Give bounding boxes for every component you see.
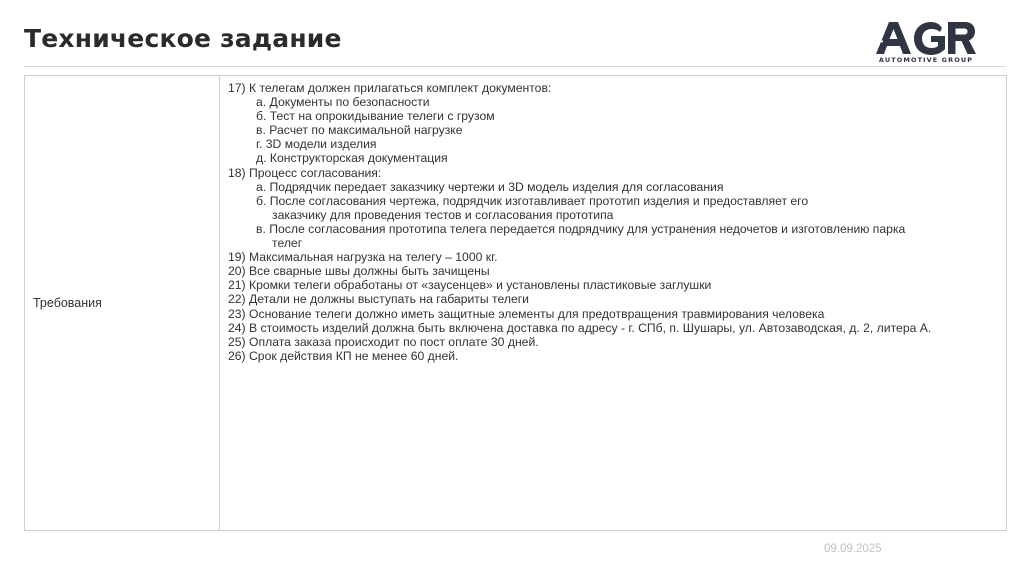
req-24: 24) В стоимость изделий должна быть включена доставка по адресу - г. СПб, п. Шушары, ул. Автозаводская, д. 2, литера А. (228, 320, 932, 335)
page-title: Техническое задание (24, 24, 342, 53)
requirements-label-cell (25, 76, 220, 530)
req-17-b: б. Тест на опрокидывание телеги с грузом (256, 109, 495, 124)
agr-logo (874, 18, 978, 66)
req-25: 25) Оплата заказа происходит по пост оплате 30 дней. (228, 334, 539, 349)
req-18-a: а. Подрядчик передает заказчику чертежи и 3D модель изделия для согласования (256, 179, 724, 194)
requirements-content-cell (220, 76, 1006, 530)
header-divider (24, 66, 1006, 67)
requirements-label: Требования (33, 296, 102, 310)
req-20: 20) Все сварные швы должны быть зачищены (228, 264, 490, 279)
req-26: 26) Срок действия КП не менее 60 дней. (228, 348, 459, 363)
req-18-b-continued: заказчику для проведения тестов и согласования прототипа (272, 207, 614, 222)
req-17-c: в. Расчет по максимальной нагрузке (256, 123, 463, 138)
req-17-a: а. Документы по безопасности (256, 95, 430, 110)
requirements-table (24, 75, 1007, 531)
logo-subtitle: AUTOMOTIVE GROUP (878, 56, 974, 64)
req-22: 22) Детали не должны выступать на габариты телеги (228, 292, 529, 307)
req-17-e: д. Конструкторская документация (256, 151, 448, 166)
req-18-b: б. После согласования чертежа, подрядчик изготавливает прототип изделия и предоставляет его (256, 193, 809, 208)
req-17-d: г. 3D модели изделия (256, 137, 377, 152)
req-18: 18) Процесс согласования: (228, 165, 382, 180)
agr-logo-mark (874, 18, 978, 56)
req-17: 17) К телегам должен прилагаться комплект документов: (228, 81, 552, 95)
req-18-c: в. После согласования прототипа телега передается подрядчику для устранения недочетов и изготовлению парка (256, 221, 906, 236)
req-23: 23) Основание телеги должно иметь защитные элементы для предотвращения травмирования человека (228, 306, 825, 321)
req-19: 19) Максимальная нагрузка на телегу – 1000 кг. (228, 250, 498, 265)
req-21: 21) Кромки телеги обработаны от «заусенцев» и установлены пластиковые заглушки (228, 278, 712, 293)
footer-date: 09.09.2025 (824, 543, 882, 555)
req-18-c-continued: телег (272, 236, 303, 251)
